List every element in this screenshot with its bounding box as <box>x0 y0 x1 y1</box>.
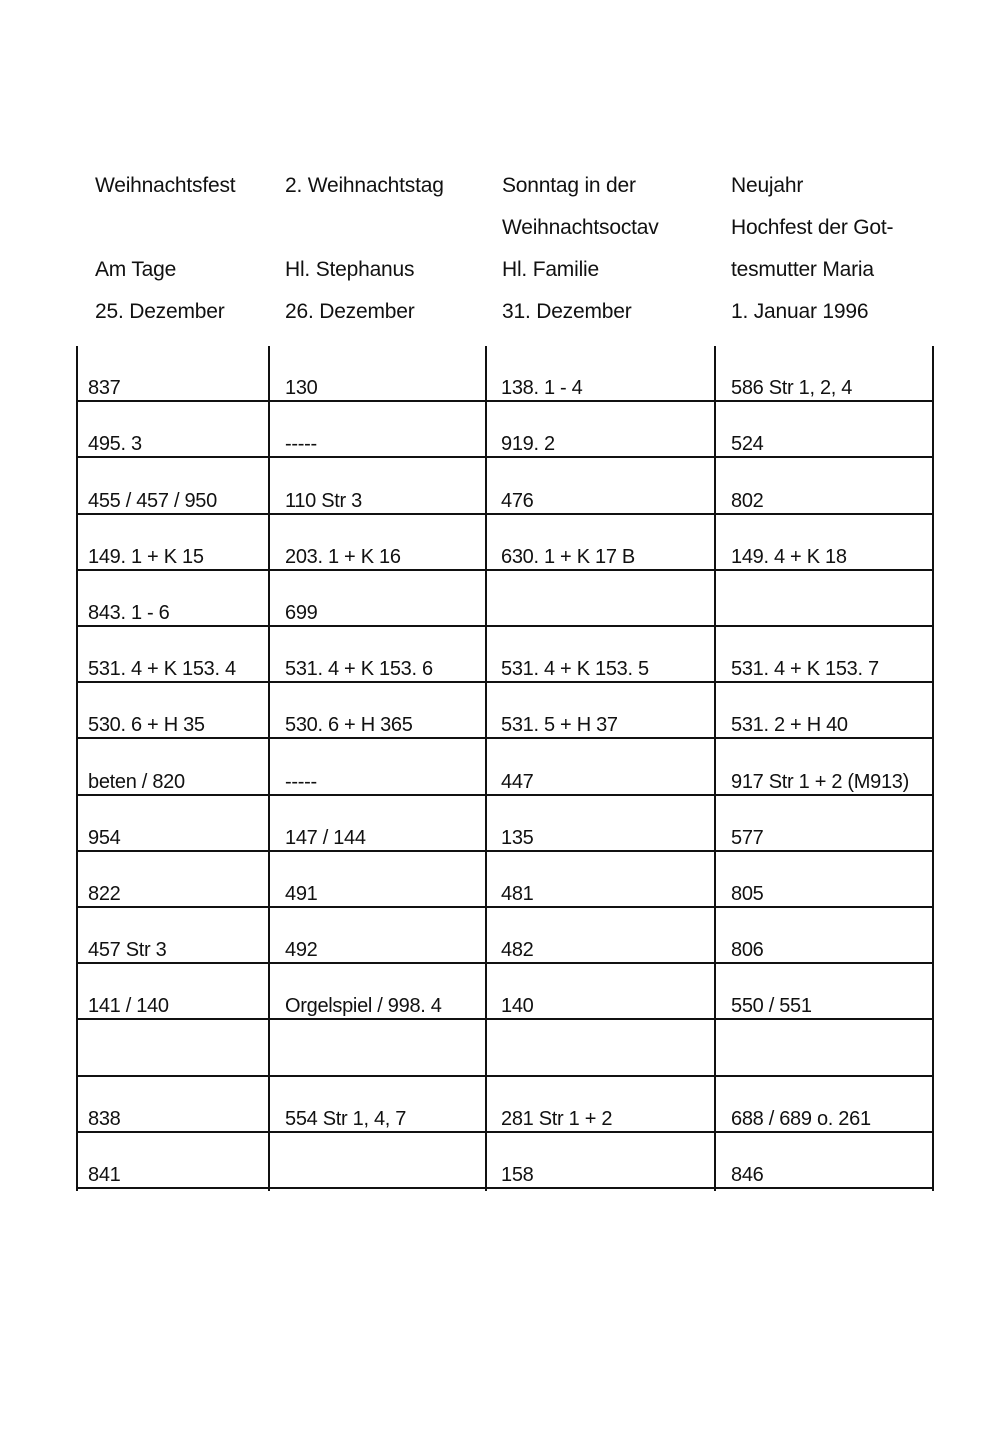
table-cell: 806 <box>731 939 764 962</box>
table-cell: 147 / 144 <box>285 826 366 849</box>
header-line: Neujahr <box>731 174 804 197</box>
row-divider <box>76 962 934 964</box>
table-cell: 149. 4 + K 18 <box>731 545 847 568</box>
column-divider <box>268 346 270 1191</box>
row-divider <box>76 1018 934 1020</box>
table-cell: 524 <box>731 433 764 456</box>
table-cell: 688 / 689 o. 261 <box>731 1107 871 1130</box>
header-line: Hochfest der Got- <box>731 216 894 239</box>
table-cell: 822 <box>88 883 121 905</box>
table-cell: 203. 1 + K 16 <box>285 545 401 568</box>
table-cell: 531. 4 + K 153. 6 <box>285 658 433 681</box>
row-divider <box>76 737 934 739</box>
table-cell: ----- <box>285 433 317 456</box>
table-cell: 841 <box>88 1164 121 1186</box>
table-cell: 699 <box>285 602 318 624</box>
header-line: Sonntag in der <box>502 174 636 197</box>
table-cell: 530. 6 + H 365 <box>285 714 413 737</box>
row-divider <box>76 513 934 515</box>
table-cell: 531. 5 + H 37 <box>501 714 618 737</box>
table-cell: 141 / 140 <box>88 995 169 1018</box>
header-line: Weihnachtsoctav <box>502 216 659 239</box>
header-line: 1. Januar 1996 <box>731 300 869 323</box>
table-cell: 531. 4 + K 153. 4 <box>88 658 236 681</box>
table-cell: beten / 820 <box>88 770 185 793</box>
column-divider <box>714 346 716 1191</box>
table-cell: 457 Str 3 <box>88 939 167 962</box>
header-line: tesmutter Maria <box>731 258 874 281</box>
table-cell: 149. 1 + K 15 <box>88 545 204 568</box>
row-divider <box>76 456 934 458</box>
table-cell: 158 <box>501 1164 534 1186</box>
table-cell: ----- <box>285 770 317 793</box>
table-cell: 531. 2 + H 40 <box>731 714 848 737</box>
table-cell: 577 <box>731 826 764 849</box>
table-cell: 447 <box>501 770 534 793</box>
header-line: Am Tage <box>95 258 177 281</box>
column-divider <box>932 346 934 1191</box>
row-divider <box>76 569 934 571</box>
row-divider <box>76 400 934 402</box>
header-line: Hl. Familie <box>502 258 599 281</box>
table-cell: 630. 1 + K 17 B <box>501 545 635 568</box>
table-cell: 917 Str 1 + 2 (M913) <box>731 770 909 793</box>
header-line: Hl. Stephanus <box>285 258 415 281</box>
row-divider <box>76 625 934 627</box>
table-cell: 554 Str 1, 4, 7 <box>285 1107 407 1130</box>
table-cell: 846 <box>731 1164 764 1186</box>
table-cell: 919. 2 <box>501 433 555 456</box>
table-cell: 495. 3 <box>88 433 142 456</box>
table-cell: 130 <box>285 377 318 400</box>
row-divider <box>76 906 934 908</box>
table-cell: 805 <box>731 883 764 905</box>
table-cell: Orgelspiel / 998. 4 <box>285 995 442 1018</box>
row-divider <box>76 1187 934 1189</box>
table-cell: 492 <box>285 939 318 962</box>
table-cell: 531. 4 + K 153. 7 <box>731 658 879 681</box>
table-cell: 530. 6 + H 35 <box>88 714 205 737</box>
table-cell: 531. 4 + K 153. 5 <box>501 658 649 681</box>
column-divider <box>485 346 487 1191</box>
table-cell: 837 <box>88 377 121 400</box>
table-cell: 550 / 551 <box>731 995 812 1018</box>
table-cell: 455 / 457 / 950 <box>88 489 217 512</box>
row-divider <box>76 1131 934 1133</box>
table-cell: 138. 1 - 4 <box>501 377 583 400</box>
table-cell: 843. 1 - 6 <box>88 602 170 624</box>
table-cell: 140 <box>501 995 534 1018</box>
header-line: Weihnachtsfest <box>95 174 236 197</box>
table-cell: 802 <box>731 489 764 512</box>
row-divider <box>76 850 934 852</box>
table-cell: 481 <box>501 883 534 905</box>
table-cell: 110 Str 3 <box>285 489 362 512</box>
column-divider <box>76 346 78 1191</box>
header-line: 2. Weihnachtstag <box>285 174 444 197</box>
table-cell: 281 Str 1 + 2 <box>501 1107 613 1130</box>
header-line: 26. Dezember <box>285 300 415 323</box>
table-cell: 954 <box>88 826 121 849</box>
table-cell: 491 <box>285 883 318 905</box>
table-cell: 586 Str 1, 2, 4 <box>731 377 853 400</box>
table-cell: 476 <box>501 489 534 512</box>
row-divider <box>76 794 934 796</box>
row-divider <box>76 1075 934 1077</box>
table-cell: 482 <box>501 939 534 962</box>
header-line: 25. Dezember <box>95 300 225 323</box>
header-line: 31. Dezember <box>502 300 632 323</box>
table-cell: 838 <box>88 1107 121 1130</box>
row-divider <box>76 681 934 683</box>
table-cell: 135 <box>501 826 534 849</box>
